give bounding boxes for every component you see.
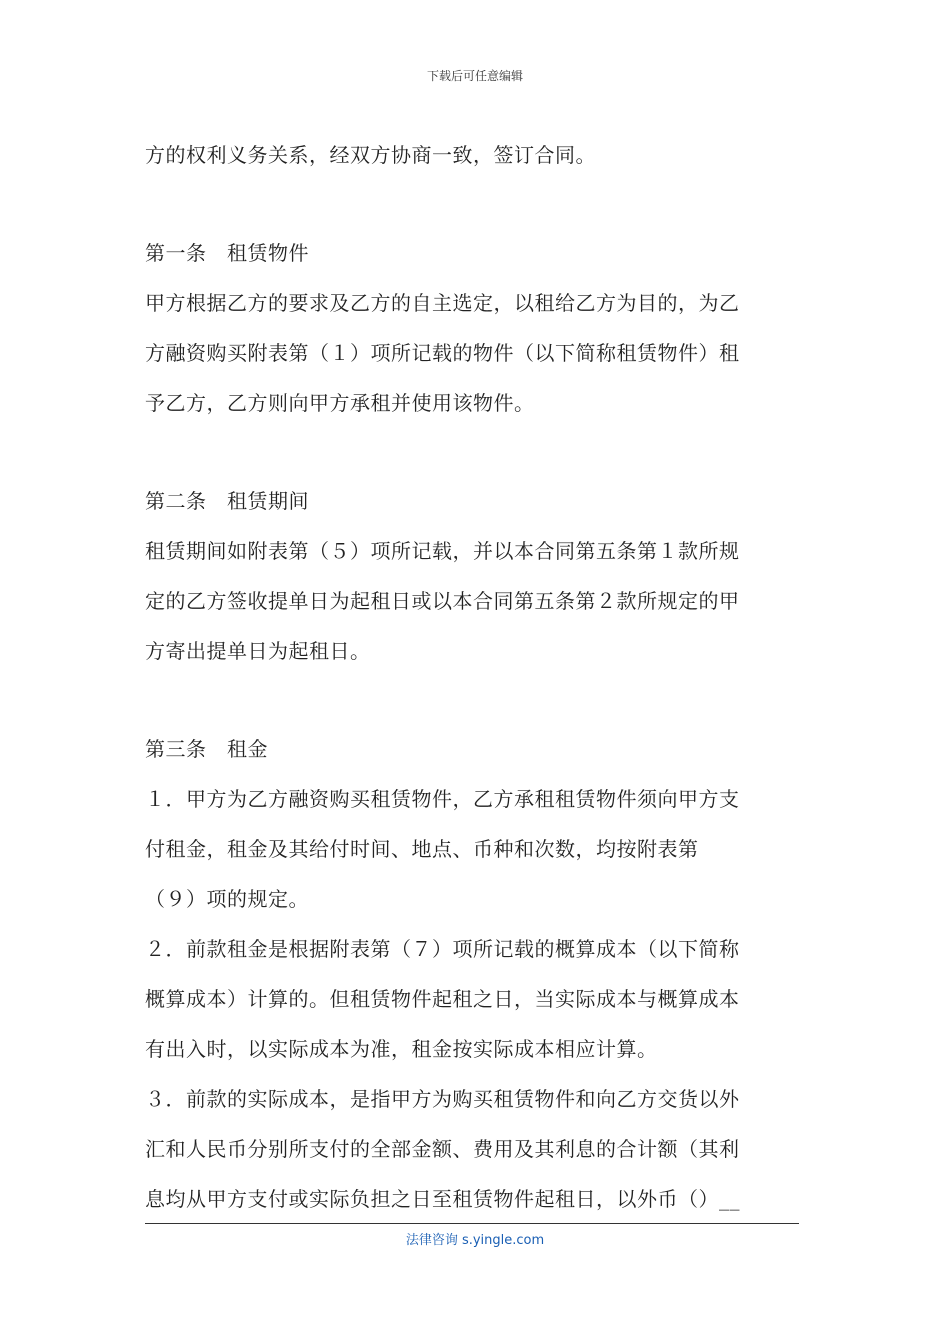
text-line: 方的权利义务关系，经双方协商一致，签订合同。: [145, 143, 596, 167]
text-line: 予乙方，乙方则向甲方承租并使用该物件。: [145, 391, 535, 415]
footer-link[interactable]: 法律咨询 s.yingle.com: [405, 1233, 545, 1248]
paragraph-gap: [145, 676, 795, 724]
text-line: 方融资购买附表第（１）项所记载的物件（以下简称租赁物件）租: [145, 341, 740, 365]
article-heading-1: 第一条 租赁物件: [145, 241, 309, 265]
text-line: 甲方根据乙方的要求及乙方的自主选定，以租给乙方为目的，为乙: [145, 291, 740, 315]
text-line: （９）项的规定。: [145, 887, 309, 911]
text-line: 息均从甲方支付或实际负担之日至租赁物件起租日，以外币（）__: [145, 1187, 740, 1211]
text-line: 概算成本）计算的。但租赁物件起租之日，当实际成本与概算成本: [145, 987, 740, 1011]
document-body: [145, 130, 795, 1224]
text-line: 租赁期间如附表第（５）项所记载，并以本合同第五条第１款所规: [145, 539, 740, 563]
text-line: 方寄出提单日为起租日。: [145, 639, 371, 663]
text-line: 汇和人民币分别所支付的全部金额、费用及其利息的合计额（其利: [145, 1137, 740, 1161]
page-header-note: 下载后可任意编辑: [426, 69, 523, 83]
text-line: ２．前款租金是根据附表第（７）项所记载的概算成本（以下简称: [145, 937, 740, 961]
text-line: 定的乙方签收提单日为起租日或以本合同第五条第２款所规定的甲: [145, 589, 740, 613]
text-line: 有出入时，以实际成本为准，租金按实际成本相应计算。: [145, 1037, 658, 1061]
article-heading-2: 第二条 租赁期间: [145, 489, 309, 513]
footer-divider: [145, 1223, 799, 1224]
text-line: 付租金，租金及其给付时间、地点、币种和次数，均按附表第: [145, 837, 699, 861]
article-heading-3: 第三条 租金: [145, 737, 268, 761]
text-line: １．甲方为乙方融资购买租赁物件，乙方承租租赁物件须向甲方支: [145, 787, 740, 811]
paragraph-gap: [145, 428, 795, 476]
paragraph-gap: [145, 180, 795, 228]
text-line: ３．前款的实际成本，是指甲方为购买租赁物件和向乙方交货以外: [145, 1087, 740, 1111]
